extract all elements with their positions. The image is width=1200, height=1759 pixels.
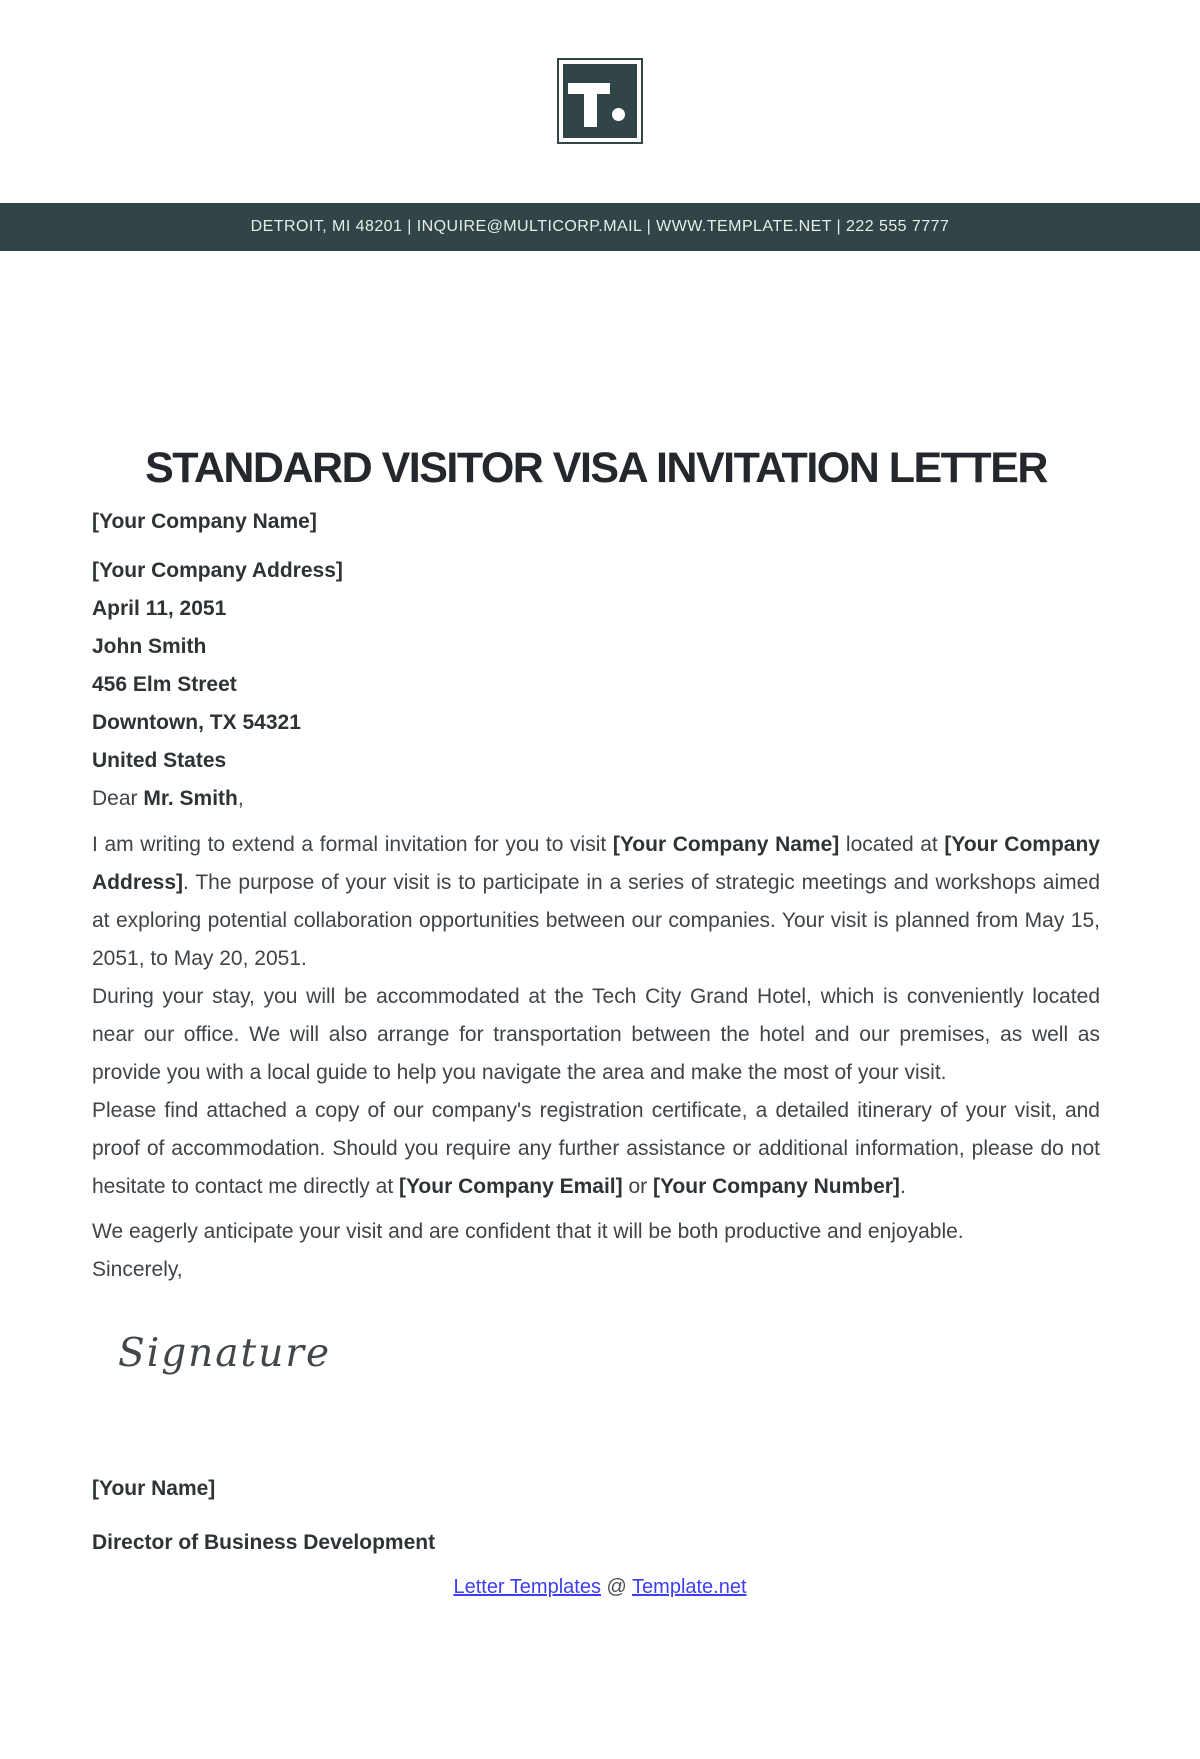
recipient-country: United States	[92, 749, 227, 772]
signer-job-title: Director of Business Development	[92, 1531, 436, 1554]
signer-name-placeholder: [Your Name]	[92, 1477, 216, 1500]
template-net-logo	[557, 58, 643, 144]
company-name-placeholder: [Your Company Name]	[92, 510, 317, 533]
recipient-street: 456 Elm Street	[92, 673, 237, 696]
page-footer	[0, 1574, 1200, 1601]
recipient-city: Downtown, TX 54321	[92, 711, 301, 734]
letter-date: April 11, 2051	[92, 597, 227, 620]
contact-info-band	[0, 203, 1200, 251]
letter-body	[92, 444, 1100, 1562]
contact-info-text: DETROIT, MI 48201 | INQUIRE@MULTICORP.MAIL | WWW.TEMPLATE.NET | 222 555 7777	[250, 218, 950, 235]
footer-link-letter-templates[interactable]: Letter Templates	[453, 1576, 601, 1598]
recipient-info-block	[92, 552, 1100, 780]
letter-paragraph-4: We eagerly anticipate your visit and are confident that it will be both productive and enjoyable.	[92, 1220, 964, 1243]
letter-paragraph-2: During your stay, you will be accommodated at the Tech City Grand Hotel, which is conveniently located near our office. We will also arrange for transportation between the hotel and our premises, as well as provide you with a local guide to help you navigate the area and make the most of your visit.	[92, 985, 1100, 1084]
logo-dot	[612, 108, 625, 121]
letter-title: STANDARD VISITOR VISA INVITATION LETTER	[145, 444, 1047, 492]
signature-script: Signature	[118, 1331, 332, 1376]
closing-line: Sincerely,	[92, 1258, 183, 1281]
salutation: Dear Mr. Smith,	[92, 787, 244, 810]
letter-page	[0, 58, 1200, 1601]
recipient-name: John Smith	[92, 635, 207, 658]
logo-t-icon	[563, 64, 637, 138]
letter-paragraph-1: I am writing to extend a formal invitation for you to visit [Your Company Name] located at [Your Company Address]. The purpose of your visit is to participate in a series of strategic meetings and workshops aimed at exploring potential collaboration opportunities between our companies. Your visit is planned from May 15, 2051, to May 20, 2051.	[92, 833, 1100, 970]
footer-link-template-net[interactable]: Template.net	[632, 1576, 747, 1598]
logo-t-stem	[584, 83, 597, 127]
footer-separator: @	[606, 1576, 627, 1598]
company-address-line: [Your Company Address]	[92, 559, 343, 582]
letter-paragraph-3: Please find attached a copy of our company's registration certificate, a detailed itinerary of your visit, and proof of accommodation. Should you require any further assistance or additional information, please do not hesitate to contact me directly at [Your Company Email] or [Your Company Number].	[92, 1099, 1100, 1198]
